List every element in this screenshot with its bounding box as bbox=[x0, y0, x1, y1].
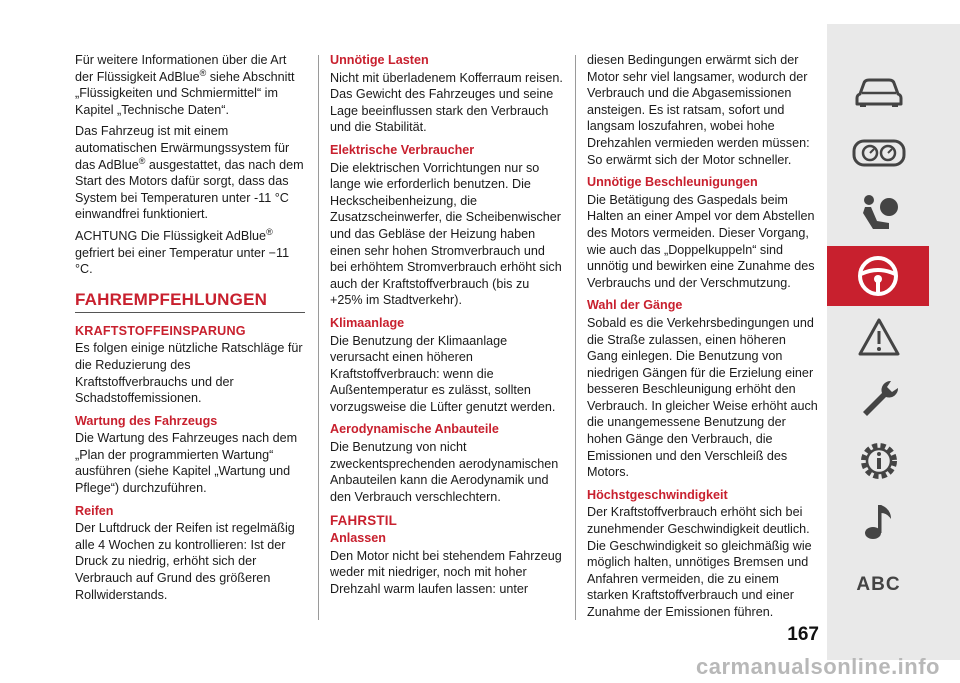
heading-anlassen: Anlassen bbox=[330, 531, 386, 546]
paragraph-wartung: Die Wartung des Fahrzeuges nach dem „Plan der programmierten Wartung“ ausführen (siehe Kapitel „Wartung und Pflege“) durchzuführen. bbox=[75, 431, 298, 496]
dashboard-icon bbox=[852, 138, 906, 168]
paragraph-gaenge: Sobald es die Verkehrsbedingungen und die Straße zulassen, einen höheren Gang einlegen. Die Benutzung von niedrigen Gängen für die Erzielung einer besseren Beschleunigung erhöht den Verbrauch. In gleicher Weise erhöht auch die unangemessene Benutzung der hohen Gänge den Verbrauch, die Emissionen und den Verschleiß des Motors. bbox=[587, 315, 818, 480]
sidebar-item-driving[interactable] bbox=[827, 246, 929, 306]
paragraph-klimaanlage: Die Benutzung der Klimaanlage verursacht einen höheren Kraftstoffverbrauch: wenn die Außentemperatur es zulässt, sollten vorzugsweise die Lüfter genutzt werden. bbox=[330, 333, 556, 414]
paragraph-elektrisch: Die elektrischen Vorrichtungen nur so lange wie erforderlich benutzen. Die Heckscheibenheizung, die Zusatzscheinwerfer, die Scheibenwischer und das Gebläse der Heizung haben einen sehr hohen Stromverbrauch und bei erhöhtem Stromverbrauch erhöht sich auch der Kraftstoffverbrauch (bis zu +25% im Stadtverkehr). bbox=[330, 160, 562, 308]
sidebar-item-dashboard[interactable] bbox=[827, 124, 930, 182]
heading-aerodynamik: Aerodynamische Anbauteile bbox=[330, 422, 499, 437]
abc-icon: ABC bbox=[856, 574, 901, 595]
subsection-title-kraftstoffeinsparung: KRAFTSTOFFEINSPARUNG bbox=[75, 323, 246, 338]
column-1 bbox=[75, 52, 305, 608]
gear-info-icon bbox=[857, 439, 901, 483]
sidebar-item-car[interactable] bbox=[827, 62, 930, 120]
sidebar-item-safety[interactable] bbox=[827, 184, 930, 242]
section-title-fahrempfehlungen: FAHREMPFEHLUNGEN bbox=[75, 290, 305, 313]
paragraph-intro: Es folgen einige nützliche Ratschläge für die Reduzierung des Kraftstoffverbrauchs und der Schadstoffemissionen. bbox=[75, 341, 303, 406]
column-divider-1 bbox=[318, 55, 319, 620]
heading-gaenge: Wahl der Gänge bbox=[587, 298, 683, 313]
heading-elektrisch: Elektrische Verbraucher bbox=[330, 142, 475, 157]
heading-wartung: Wartung des Fahrzeugs bbox=[75, 413, 218, 428]
paragraph-adblue-warning: ACHTUNG Die Flüssigkeit AdBlue® gefriert bei einer Temperatur unter −11 °C. bbox=[75, 226, 290, 277]
column-divider-2 bbox=[575, 55, 576, 620]
music-note-icon bbox=[861, 501, 897, 541]
heading-reifen: Reifen bbox=[75, 503, 114, 518]
heading-beschleunigungen: Unnötige Beschleunigungen bbox=[587, 175, 758, 190]
wrench-icon bbox=[857, 377, 901, 421]
column-3 bbox=[587, 52, 819, 626]
page-number: 167 bbox=[787, 624, 819, 645]
paragraph-adblue-info: Für weitere Informationen über die Art der Flüssigkeit AdBlue® siehe Abschnitt „Flüssigkeiten und Schmiermittel“ im Kapitel „Technische Daten“. bbox=[75, 53, 295, 117]
heading-klimaanlage: Klimaanlage bbox=[330, 315, 405, 330]
paragraph-aerodynamik: Die Benutzung von nicht zweckentsprechenden aerodynamischen Anbauteilen kann die Aerodynamik und den Verbrauch verschlechtern. bbox=[330, 440, 559, 504]
heading-hoechstgeschwindigkeit: Höchstgeschwindigkeit bbox=[587, 487, 728, 502]
car-icon bbox=[854, 74, 904, 108]
chapter-sidebar bbox=[827, 24, 960, 662]
paragraph-adblue-heating: Das Fahrzeug ist mit einem automatischen Erwärmungssystem für das AdBlue® ausgestattet, das nach dem Start des Motors dafür sorgt, dass das System bei Temperaturen unter -11 °C einwandfrei funktioniert. bbox=[75, 124, 304, 222]
paragraph-reifen: Der Luftdruck der Reifen ist regelmäßig alle 4 Wochen zu kontrollieren: Ist der Druck zu niedrig, erhöht sich der Verbrauch auf Grund des größeren Rollwiderstands. bbox=[75, 521, 295, 602]
paragraph-anlassen: Den Motor nicht bei stehendem Fahrzeug weder mit niedriger, noch mit hoher Drehzahl warm laufen lassen: unter bbox=[330, 548, 562, 596]
steering-wheel-icon bbox=[856, 254, 900, 298]
sidebar-item-maintenance[interactable] bbox=[827, 370, 930, 428]
sidebar-item-multimedia[interactable] bbox=[827, 492, 930, 550]
heading-fahrstil: FAHRSTIL bbox=[330, 513, 398, 529]
warning-triangle-icon bbox=[857, 317, 901, 357]
sidebar-item-emergency[interactable] bbox=[827, 308, 930, 366]
paragraph-lasten: Nicht mit überladenem Kofferraum reisen. Das Gewicht des Fahrzeuges und seine Lage beeinflussen stark den Verbrauch und die Stabilität. bbox=[330, 70, 563, 135]
seat-airbag-icon bbox=[857, 193, 901, 233]
paragraph-anlassen-continued: diesen Bedingungen erwärmt sich der Motor sehr viel langsamer, wodurch der Verbrauch und die Abgasemissionen ansteigen. Es ist ratsam, sofort und langsam loszufahren, wobei hohe Drehzahlen vermieden werden müssen: So erwärmt sich der Motor schneller. bbox=[587, 53, 810, 167]
heading-lasten: Unnötige Lasten bbox=[330, 53, 429, 67]
column-2 bbox=[330, 52, 563, 602]
paragraph-hoechstgeschwindigkeit: Der Kraftstoffverbrauch erhöht sich bei zunehmender Geschwindigkeit deutlich. Die Geschwindigkeit so gleichmäßig wie möglich halten, unnötiges Bremsen und Anfahren vermeiden, die zu einem starken Kraftstoffverbrauch und einer Zunahme der Emissionen führen. bbox=[587, 505, 812, 619]
paragraph-beschleunigungen: Die Betätigung des Gaspedals beim Halten an einer Ampel vor dem Abstellen des Motors vermeiden. Dieser Vorgang, wie auch das „Doppelkuppeln“ sind unnötig und bewirken eine Zunahme des Verbrauchs und der Verschmutzung. bbox=[587, 192, 815, 290]
sidebar-item-technical-data[interactable] bbox=[827, 432, 930, 490]
watermark: carmanualsonline.info bbox=[696, 654, 940, 679]
sidebar-item-index[interactable] bbox=[827, 556, 930, 614]
